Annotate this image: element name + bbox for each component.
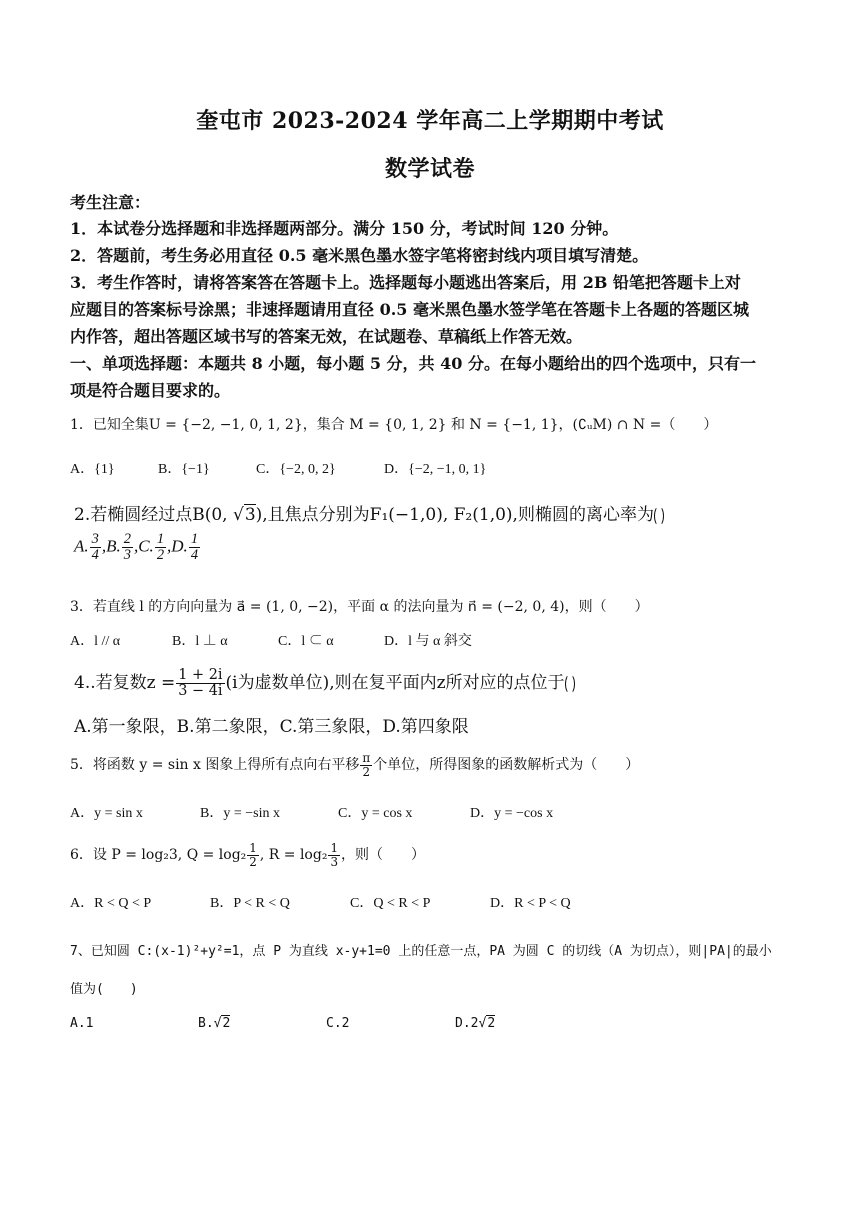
q4-options: A.第一象限，B.第二象限，C.第三象限，D.第四象限 xyxy=(74,717,469,737)
q6-r-den: 3 xyxy=(330,854,339,869)
q2-d-num: 1 xyxy=(190,531,199,547)
q7-option-d xyxy=(455,1016,495,1031)
q1-option-c: C．{−2, 0, 2} xyxy=(256,462,336,477)
q2-options: A. $\frac{3}{4}$ ,B. $\frac{2}{3}$ ,C. $\frac{1}{2}$ ,D. $\frac{1}{4}$ xyxy=(74,531,199,564)
q2-option-a-label: A. xyxy=(74,536,89,556)
q2-option-c-label: C. xyxy=(138,536,154,556)
question-3-stem: 3．若直线 l 的方向向量为 a⃗ = (1, 0, −2)，平面 α 的法向量为 n⃗ = (−2, 0, 4)，则（ ） xyxy=(70,599,649,615)
q7-option-a xyxy=(70,1016,93,1031)
q6-r-fraction xyxy=(328,842,340,868)
q6-option-c: C．Q < R < P xyxy=(350,896,431,911)
q5-stem-part-a: 5．将函数 y = sin x 图象上得所有点向右平移 xyxy=(70,757,360,773)
q7-c-prefix: C.2 xyxy=(326,1016,350,1031)
q2-stem-part-a: 2.若椭圆经过点B(0, xyxy=(74,505,233,525)
q6-r-num: 1 xyxy=(330,841,339,855)
q6-stem-part-b: ，则（ ） xyxy=(341,847,426,863)
q6-q-den: 2 xyxy=(249,854,257,869)
q2-option-b-label: B. xyxy=(106,536,121,556)
q6-q-num: 1 xyxy=(249,841,257,855)
q5-den: 2 xyxy=(362,764,371,779)
q2-option-c-fraction xyxy=(155,532,166,563)
q5-num: π xyxy=(362,751,371,765)
q5-option-a: A．y = sin x xyxy=(70,806,143,821)
exam-title: 奎屯市 2023-2024 学年高二上学期期中考试 xyxy=(196,108,664,134)
q2-d-den: 4 xyxy=(190,547,199,564)
q7-b-prefix: B. xyxy=(198,1016,214,1031)
q1-option-d: D．{−2, −1, 0, 1} xyxy=(384,462,487,477)
notice-item-1: 1．本试卷分选择题和非选择题两部分。满分 150 分，考试时间 120 分钟。 xyxy=(70,219,619,238)
sqrt-sign: √ xyxy=(232,505,244,525)
q1-option-a: A．{1} xyxy=(70,462,115,477)
section-heading-cont: 项是符合题目要求的。 xyxy=(70,381,231,400)
question-6-stem xyxy=(70,842,425,868)
q7-d-prefix: D.2 xyxy=(455,1016,479,1031)
notice-heading: 考生注意： xyxy=(70,193,151,212)
q1-option-b: B．{−1} xyxy=(158,462,210,477)
q4-stem-part-b: (i为虚数单位),则在复平面内z所对应的点位于 xyxy=(225,673,565,694)
notice-item-2: 2．答题前，考生务必用直径 0.5 毫米黑色墨水签字笔将密封线内项目填写清楚。 xyxy=(70,246,649,265)
q5-option-b: B．y = −sin x xyxy=(200,806,280,821)
q2-c-num: 1 xyxy=(156,531,165,547)
q3-option-b: B．l ⊥ α xyxy=(172,634,228,649)
question-4-stem xyxy=(74,668,575,699)
q2-stem-part-b: ),且焦点分别为F₁(−1,0), F₂(1,0),则椭圆的离心率为 xyxy=(255,505,654,525)
q2-b-den: 3 xyxy=(123,547,131,564)
q6-option-d: D．R < P < Q xyxy=(490,896,571,911)
q5-option-c: C．y = cos x xyxy=(338,806,413,821)
q7-d-sqrt: 2 xyxy=(487,1016,496,1031)
q2-option-b-fraction xyxy=(122,532,133,563)
q6-stem-mid: , R = log₂ xyxy=(259,847,328,863)
q7-b-sqrt: 2 xyxy=(222,1016,231,1031)
question-2-stem xyxy=(74,500,664,526)
q3-option-d: D．l 与 α 斜交 xyxy=(384,634,472,649)
q6-q-fraction xyxy=(247,842,259,868)
q4-num: 1 + 2i xyxy=(178,667,223,683)
question-7-stem-cont: 值为( ) xyxy=(70,982,138,997)
q2-c-den: 2 xyxy=(156,547,165,564)
q2-option-d-label: D. xyxy=(171,536,188,556)
sqrt-sign: √ xyxy=(213,1016,222,1031)
answer-paren-left xyxy=(565,674,575,694)
section-heading: 一、单项选择题：本题共 8 小题，每小题 5 分，共 40 分。在每小题给出的四个选项中，只有一 xyxy=(70,354,756,373)
q3-option-a: A．l // α xyxy=(70,634,121,649)
q2-b-num: 2 xyxy=(123,531,131,547)
q5-fraction xyxy=(360,752,372,778)
question-1-stem: 1．已知全集U = {−2, −1, 0, 1, 2}，集合 M = {0, 1, 2} 和 N = {−1, 1}，(∁ᵤM) ∩ N =（ ） xyxy=(70,417,718,433)
q7-option-c xyxy=(326,1016,349,1031)
sqrt-sign: √ xyxy=(478,1016,487,1031)
q2-option-d-fraction xyxy=(189,532,200,563)
q2-a-num: 3 xyxy=(91,531,99,547)
q2-option-a-fraction xyxy=(90,532,101,563)
notice-item-3-cont: 应题目的答案标号涂黑；非速择题请用直径 0.5 毫米黑色墨水签学笔在答题卡上各题的答题区城 xyxy=(70,300,749,319)
exam-subtitle: 数学试卷 xyxy=(384,156,475,182)
question-5-stem xyxy=(70,752,639,778)
q2-a-den: 4 xyxy=(91,547,99,564)
question-7-stem: 7、已知圆 C:(x-1)²+y²=1，点 P 为直线 x-y+1=0 上的任意一点，PA 为圆 C 的切线（A 为切点），则|PA|的最小 xyxy=(70,944,772,959)
notice-item-3-cont2: 内作答，超出答题区域书写的答案无效，在试题卷、草稿纸上作答无效。 xyxy=(70,327,583,346)
q5-option-d: D．y = −cos x xyxy=(470,806,554,821)
q7-option-b xyxy=(198,1016,230,1031)
q3-option-c: C．l ⊂ α xyxy=(278,634,334,649)
q5-stem-part-b: 个单位，所得图象的函数解析式为（ ） xyxy=(373,757,640,773)
q6-option-b: B．P < R < Q xyxy=(210,896,290,911)
q6-option-a: A．R < Q < P xyxy=(70,896,152,911)
answer-paren-left xyxy=(654,506,664,526)
q4-den: 3 − 4i xyxy=(178,683,223,700)
q4-fraction xyxy=(176,668,224,699)
q6-stem-part-a: 6．设 P = log₂3, Q = log₂ xyxy=(70,847,247,863)
q7-a-prefix: A.1 xyxy=(70,1016,94,1031)
q2-sqrt-value: 3 xyxy=(244,505,256,525)
q4-stem-part-a: 4..若复数z = xyxy=(74,673,176,694)
notice-item-3: 3．考生作答时，请将答案答在答题卡上。选择题每小题逃出答案后，用 2B 铅笔把答题卡上对 xyxy=(70,273,741,292)
